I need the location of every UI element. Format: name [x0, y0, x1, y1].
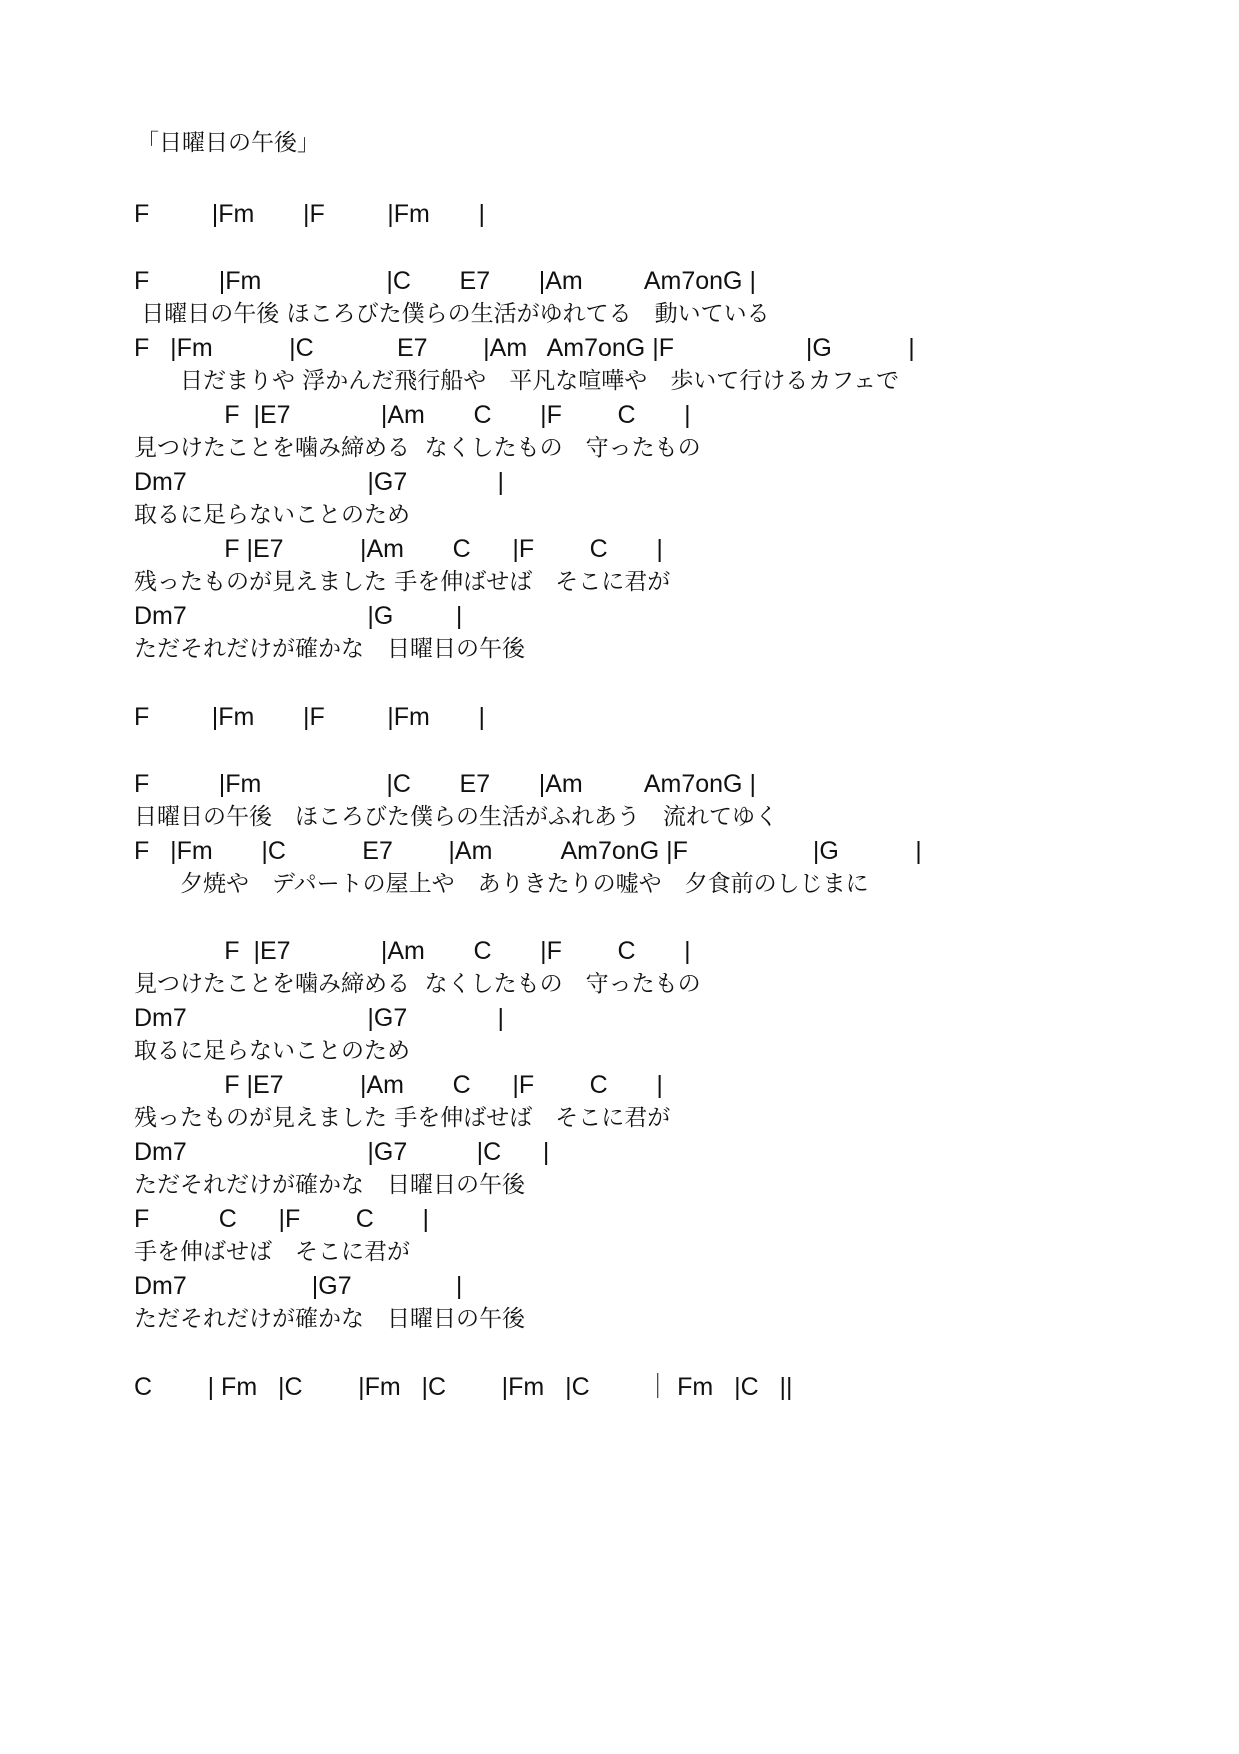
chord-line: F |E7 |Am C |F C | — [134, 937, 691, 965]
lyric-line: 夕焼や デパートの屋上や ありきたりの嘘や 夕食前のしじまに — [134, 871, 869, 897]
chord-line: F |Fm |C E7 |Am Am7onG |F |G | — [134, 837, 922, 865]
chord-line: F |E7 |Am C |F C | — [134, 1071, 663, 1099]
chord-line: Dm7 |G7 |C | — [134, 1138, 550, 1166]
chord-line: F |Fm |F |Fm | — [134, 703, 485, 731]
lyric-line: 見つけたことを噛み締める なくしたもの 守ったもの — [134, 435, 701, 461]
lyric-line: 日曜日の午後 ほころびた僕らの生活がゆれてる 動いている — [134, 301, 770, 327]
chord-line: Dm7 |G7 | — [134, 468, 505, 496]
lyric-line: ただそれだけが確かな 日曜日の午後 — [134, 1306, 525, 1332]
song-title: 「日曜日の午後」 — [136, 130, 320, 156]
chord-line: F |E7 |Am C |F C | — [134, 535, 663, 563]
lyric-line: 日曜日の午後 ほころびた僕らの生活がふれあう 流れてゆく — [134, 804, 778, 830]
lyric-line: ただそれだけが確かな 日曜日の午後 — [134, 636, 525, 662]
lyric-line: 手を伸ばせば そこに君が — [134, 1239, 410, 1265]
lyric-line: 見つけたことを噛み締める なくしたもの 守ったもの — [134, 971, 701, 997]
lyric-line: 取るに足らないことのため — [134, 502, 410, 528]
lyric-line: ただそれだけが確かな 日曜日の午後 — [134, 1172, 525, 1198]
lyric-line: 残ったものが見えました 手を伸ばせば そこに君が — [134, 569, 671, 595]
chord-line: F C |F C | — [134, 1205, 429, 1233]
chord-line: F |Fm |C E7 |Am Am7onG |F |G | — [134, 334, 915, 362]
chord-line: F |Fm |C E7 |Am Am7onG | — [134, 267, 756, 295]
lyric-line: 日だまりや 浮かんだ飛行船や 平凡な喧嘩や 歩いて行けるカフェで — [134, 368, 900, 394]
chord-line: Dm7 |G7 | — [134, 1004, 505, 1032]
chord-line: F |Fm |F |Fm | — [134, 200, 485, 228]
chord-line: Dm7 |G | — [134, 602, 463, 630]
chord-line: C | Fm |C |Fm |C |Fm |C ｜ Fm |C || — [134, 1373, 793, 1401]
lyric-line: 残ったものが見えました 手を伸ばせば そこに君が — [134, 1105, 671, 1131]
chord-line: F |E7 |Am C |F C | — [134, 401, 691, 429]
lyric-line: 取るに足らないことのため — [134, 1038, 410, 1064]
chord-line: F |Fm |C E7 |Am Am7onG | — [134, 770, 756, 798]
chord-line: Dm7 |G7 | — [134, 1272, 463, 1300]
